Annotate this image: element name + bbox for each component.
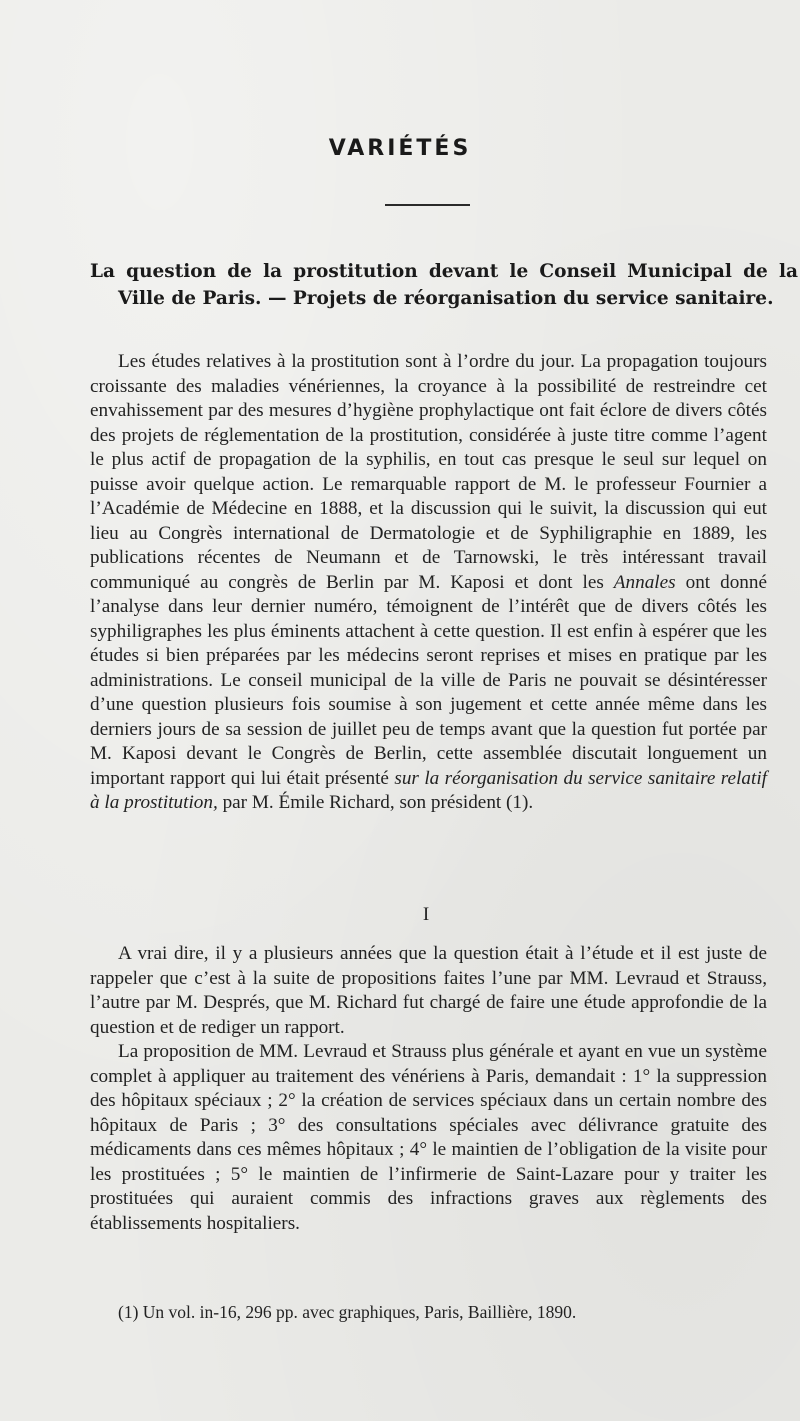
journal-title: Annales bbox=[613, 571, 676, 593]
intro-block bbox=[90, 350, 767, 816]
paragraph-intro-part-a: Les études relatives à la prostitution sont à l’ordre du jour. La propagation toujours croissante des maladies vénériennes, la croyance à la possibilité de restreindre cet envahissement par des mesures d’hygiène prophylactique ont fait éclore de divers côtés des projets de réglementation de la prostitution, considérée à juste titre comme l’agent le plus actif de propagation de la syphilis, en tout cas presque le seul sur lequel on puisse avoir quelque action. Le remarquable rapport de M. le professeur Fournier a l’Académie de Médecine en 1888, et la discussion qui le suivit, la discussion qui eut lieu au Congrès international de Dermatologie et de Syphiligraphie en 1889, les publications récentes de Neumann et de Tarnowski, le très intéressant travail communiqué au congrès de Berlin par M. Kaposi et dont les bbox=[90, 351, 767, 593]
paragraph-proposal: La proposition de MM. Levraud et Strauss plus générale et ayant en vue un système complet à appliquer au traitement des vénériens à Paris, demandait : 1° la suppression des hôpitaux spéciaux ; 2° la création de services spéciaux dans un certain nombre des hôpitaux de Paris ; 3° des consultations spéciales avec délivrance gratuite des médicaments dans ces mêmes hôpitaux ; 4° le maintien de l’obligation de la visite pour les prostituées ; 5° le maintien de l’infirmerie de Saint-Lazare pour y traiter les prostituées qui auraient commis des infractions graves aux règlements des établissements hospitaliers. bbox=[90, 1041, 767, 1234]
article-title: La question de la prostitution devant le Conseil Municipal de la Ville de Paris. — Projets de réorganisation du service sanitaire. bbox=[90, 261, 798, 309]
paragraph-history: A vrai dire, il y a plusieurs années que la question était à l’étude et il est juste de rappeler que c’est à la suite de propositions faites l’une par MM. Levraud et Strauss, l’autre par M. Després, que M. Richard fut chargé de faire une étude approfondie de la question et de rediger un rapport. bbox=[90, 943, 767, 1038]
section-number: I bbox=[422, 904, 430, 925]
paragraph-intro bbox=[90, 350, 767, 816]
footnote: (1) Un vol. in-16, 296 pp. avec graphiques, Paris, Baillière, 1890. bbox=[118, 1302, 577, 1322]
section-one-block bbox=[90, 942, 767, 1236]
section-heading: VARIÉTÉS bbox=[328, 136, 472, 161]
heading-divider bbox=[385, 204, 470, 206]
paragraph-intro-part-b: ont donné l’analyse dans leur dernier numéro, témoignent de l’intérêt que de divers côtés les syphiligraphes les plus éminents attachent à cette question. Il est enfin à espérer que les études si bien préparées par les médecins seront reprises et mises en pratique par les administrations. Le conseil municipal de la ville de Paris ne pouvait se désintéresser d’une question plusieurs fois soumise à son jugement et cette année même dans les derniers jours de sa session de juillet peu de temps avant que la question fut portée par M. Kaposi devant le Congrès de Berlin, cette assemblée discutait longuement un important rapport qui lui était présenté bbox=[90, 571, 767, 789]
paragraph-intro-part-c: par M. Émile Richard, son président (1). bbox=[222, 792, 534, 813]
report-title: sur la réorganisation du service sanitaire relatif à la prostitution, bbox=[90, 767, 767, 813]
